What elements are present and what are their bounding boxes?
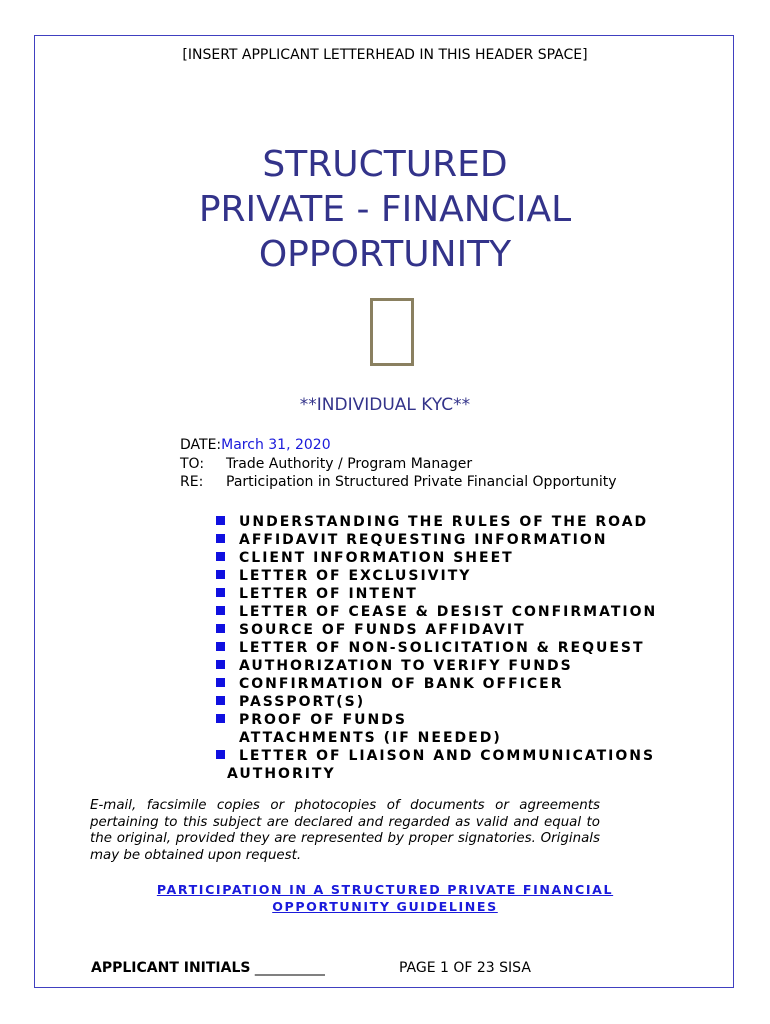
list-item: LETTER OF NON-SOLICITATION & REQUEST xyxy=(216,639,657,657)
date-value[interactable]: March 31, 2020 xyxy=(221,437,331,453)
page-number: PAGE 1 OF 23 SISA xyxy=(399,960,531,976)
list-item: LETTER OF INTENT xyxy=(216,585,657,603)
list-item: SOURCE OF FUNDS AFFIDAVIT xyxy=(216,621,657,639)
square-bullet-icon xyxy=(216,552,225,561)
to-value: Trade Authority / Program Manager xyxy=(226,456,473,472)
square-bullet-icon xyxy=(216,606,225,615)
initials-blank[interactable]: __________ xyxy=(254,960,325,976)
title-line-2: PRIVATE - FINANCIAL xyxy=(198,189,572,230)
title-line-3: OPPORTUNITY xyxy=(258,234,512,275)
square-bullet-icon xyxy=(216,714,225,723)
list-item: LETTER OF LIAISON AND COMMUNICATIONS xyxy=(216,747,657,765)
initials-label: APPLICANT INITIALS xyxy=(91,960,251,976)
square-bullet-icon xyxy=(216,642,225,651)
list-item: PROOF OF FUNDS xyxy=(216,711,657,729)
square-bullet-icon xyxy=(216,570,225,579)
memo-to-row xyxy=(180,456,472,472)
guidelines-link-line-1[interactable]: PARTICIPATION IN A STRUCTURED PRIVATE FINANCIAL xyxy=(156,882,614,897)
list-item-continuation: AUTHORITY xyxy=(227,766,336,782)
square-bullet-icon xyxy=(216,624,225,633)
re-label: RE: xyxy=(180,474,204,490)
square-bullet-icon xyxy=(216,588,225,597)
memo-re-row xyxy=(180,474,617,490)
guidelines-link-line-2[interactable]: OPPORTUNITY GUIDELINES xyxy=(272,899,498,914)
square-bullet-icon xyxy=(216,678,225,687)
list-item: LETTER OF CEASE & DESIST CONFIRMATION xyxy=(216,603,657,621)
title-line-1: STRUCTURED xyxy=(262,144,508,185)
memo-date-row xyxy=(180,437,331,453)
document-title xyxy=(35,142,735,277)
re-value: Participation in Structured Private Financial Opportunity xyxy=(226,474,617,490)
list-item: LETTER OF EXCLUSIVITY xyxy=(216,567,657,585)
list-item: CONFIRMATION OF BANK OFFICER xyxy=(216,675,657,693)
date-label: DATE: xyxy=(180,437,222,453)
guidelines-link[interactable] xyxy=(35,881,735,915)
missing-glyph-box-icon xyxy=(370,298,414,366)
applicant-initials xyxy=(91,960,325,976)
letterhead-placeholder: [INSERT APPLICANT LETTERHEAD IN THIS HEADER SPACE] xyxy=(182,47,588,63)
square-bullet-icon xyxy=(216,534,225,543)
list-item: UNDERSTANDING THE RULES OF THE ROAD xyxy=(216,513,657,531)
document-page xyxy=(34,35,734,988)
list-item: AUTHORIZATION TO VERIFY FUNDS xyxy=(216,657,657,675)
square-bullet-icon xyxy=(216,660,225,669)
document-checklist xyxy=(216,513,657,783)
to-label: TO: xyxy=(180,456,205,472)
square-bullet-icon xyxy=(216,750,225,759)
subtitle: **INDIVIDUAL KYC** xyxy=(299,395,471,415)
list-item: CLIENT INFORMATION SHEET xyxy=(216,549,657,567)
square-bullet-icon xyxy=(216,516,225,525)
list-item-continuation: ATTACHMENTS (IF NEEDED) xyxy=(239,730,502,746)
list-item: PASSPORT(S) xyxy=(216,693,657,711)
disclaimer-text: E-mail, facsimile copies or photocopies of documents or agreements pertaining to this subject are declared and regarded as valid and equal to the original, provided they are represented by proper signatories. Originals may be obtained upon request. xyxy=(90,798,600,863)
list-item: AFFIDAVIT REQUESTING INFORMATION xyxy=(216,531,657,549)
square-bullet-icon xyxy=(216,696,225,705)
